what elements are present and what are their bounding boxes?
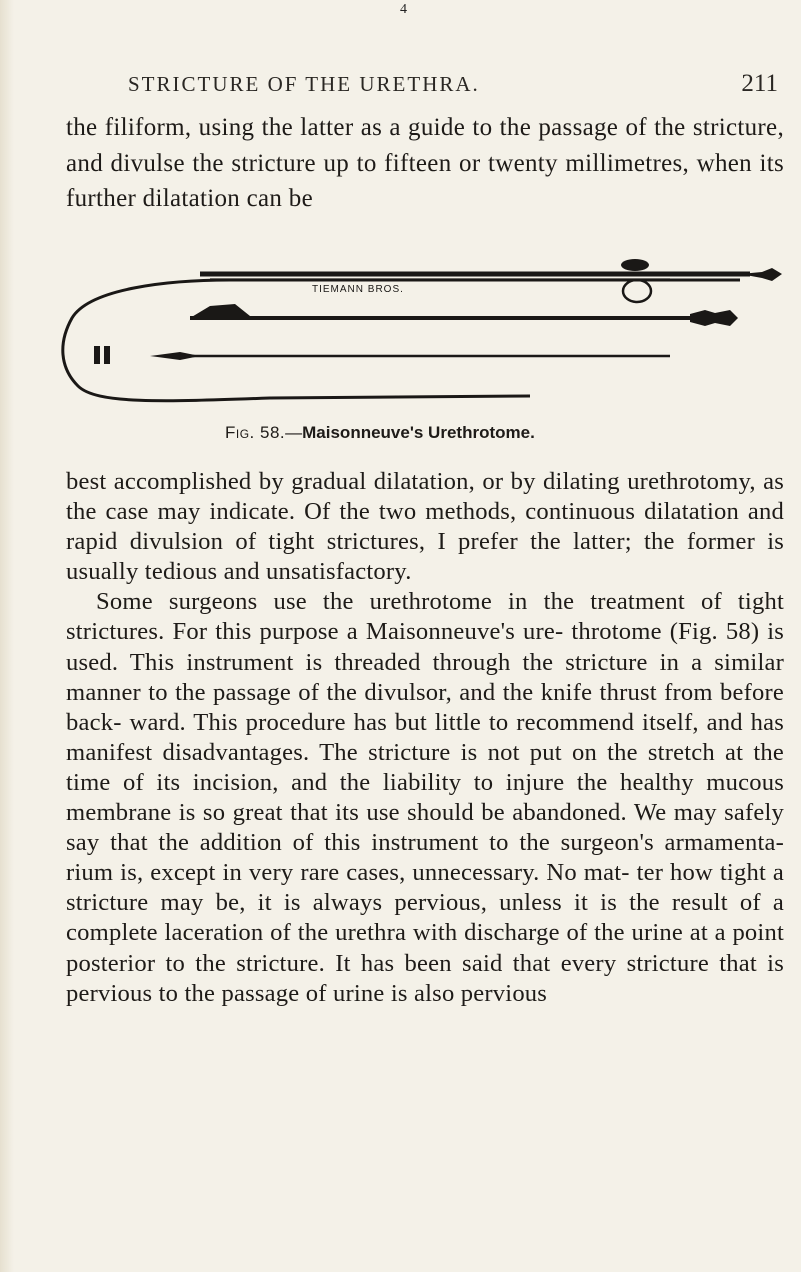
maker-mark: TIEMANN BROS.: [312, 284, 404, 295]
figure-caption-dash: —: [285, 423, 303, 442]
running-title: STRICTURE OF THE URETHRA.: [128, 72, 480, 96]
instrument-sheath: [63, 280, 740, 401]
urethrotome-illustration: [50, 218, 795, 416]
instrument-left-mark-b: [104, 346, 110, 364]
instrument-middle-handle: [690, 310, 738, 326]
instrument-lower-tip: [150, 352, 200, 360]
page-number: 211: [741, 70, 778, 97]
instrument-left-mark-a: [94, 346, 100, 364]
instrument-top-knob: [621, 259, 649, 271]
paragraph-continuation: the filiform, using the latter as a guide to the passage of the stricture, and divulse the stricture up to fifteen or twenty millimetres, when its further dilatation can be: [66, 114, 784, 212]
page-edge-shadow: [0, 0, 14, 1272]
paragraph-urethrotome: Some surgeons use the urethrotome in the treatment of tight strictures. For this purpose a Maisonneuve's ure- throtome (Fig. 58) is used. This instrument is threaded through the stricture in a similar manner to the passage of the divulsor, and the knife thrust from before back- ward. This procedure has but little to recommend itself, and has manifest disadvantages. The stricture is not put on the stretch at the time of its incision, and the liability to injure the healthy mucous membrane is so great that its use should be abandoned. We may safely say that the addition of this instrument to the surgeon's armamenta- rium is, except in very rare cases, unnecessary. No mat- ter how tight a stricture may be, it is always pervious, unless it is the result of a complete laceration of the urethra with discharge of the urine at a point posterior to the stricture. It has been said that every stricture that is pervious to the passage of urine is also pervious: [66, 588, 784, 1007]
top-mark: 4: [400, 2, 407, 17]
urethrotome-figure: [50, 218, 795, 416]
figure-caption-name: Maisonneuve's Urethrotome.: [302, 423, 535, 442]
instrument-handle-top: [740, 268, 782, 281]
figure-caption-label: Fig. 58.: [225, 423, 286, 442]
page-header: [128, 72, 778, 102]
paragraph-best-accomplished: best accomplished by gradual dilatation, or by dilating urethrotomy, as the case may indicate. Of the two methods, continuous dilatation and rapid divulsion of tight strictures, I prefer the latter; the former is usually tedious and unsatisfactory.: [66, 468, 784, 586]
body-text: [66, 467, 784, 1009]
figure-caption: [225, 423, 535, 443]
instrument-ring: [623, 280, 651, 302]
instrument-blade: [190, 304, 250, 318]
